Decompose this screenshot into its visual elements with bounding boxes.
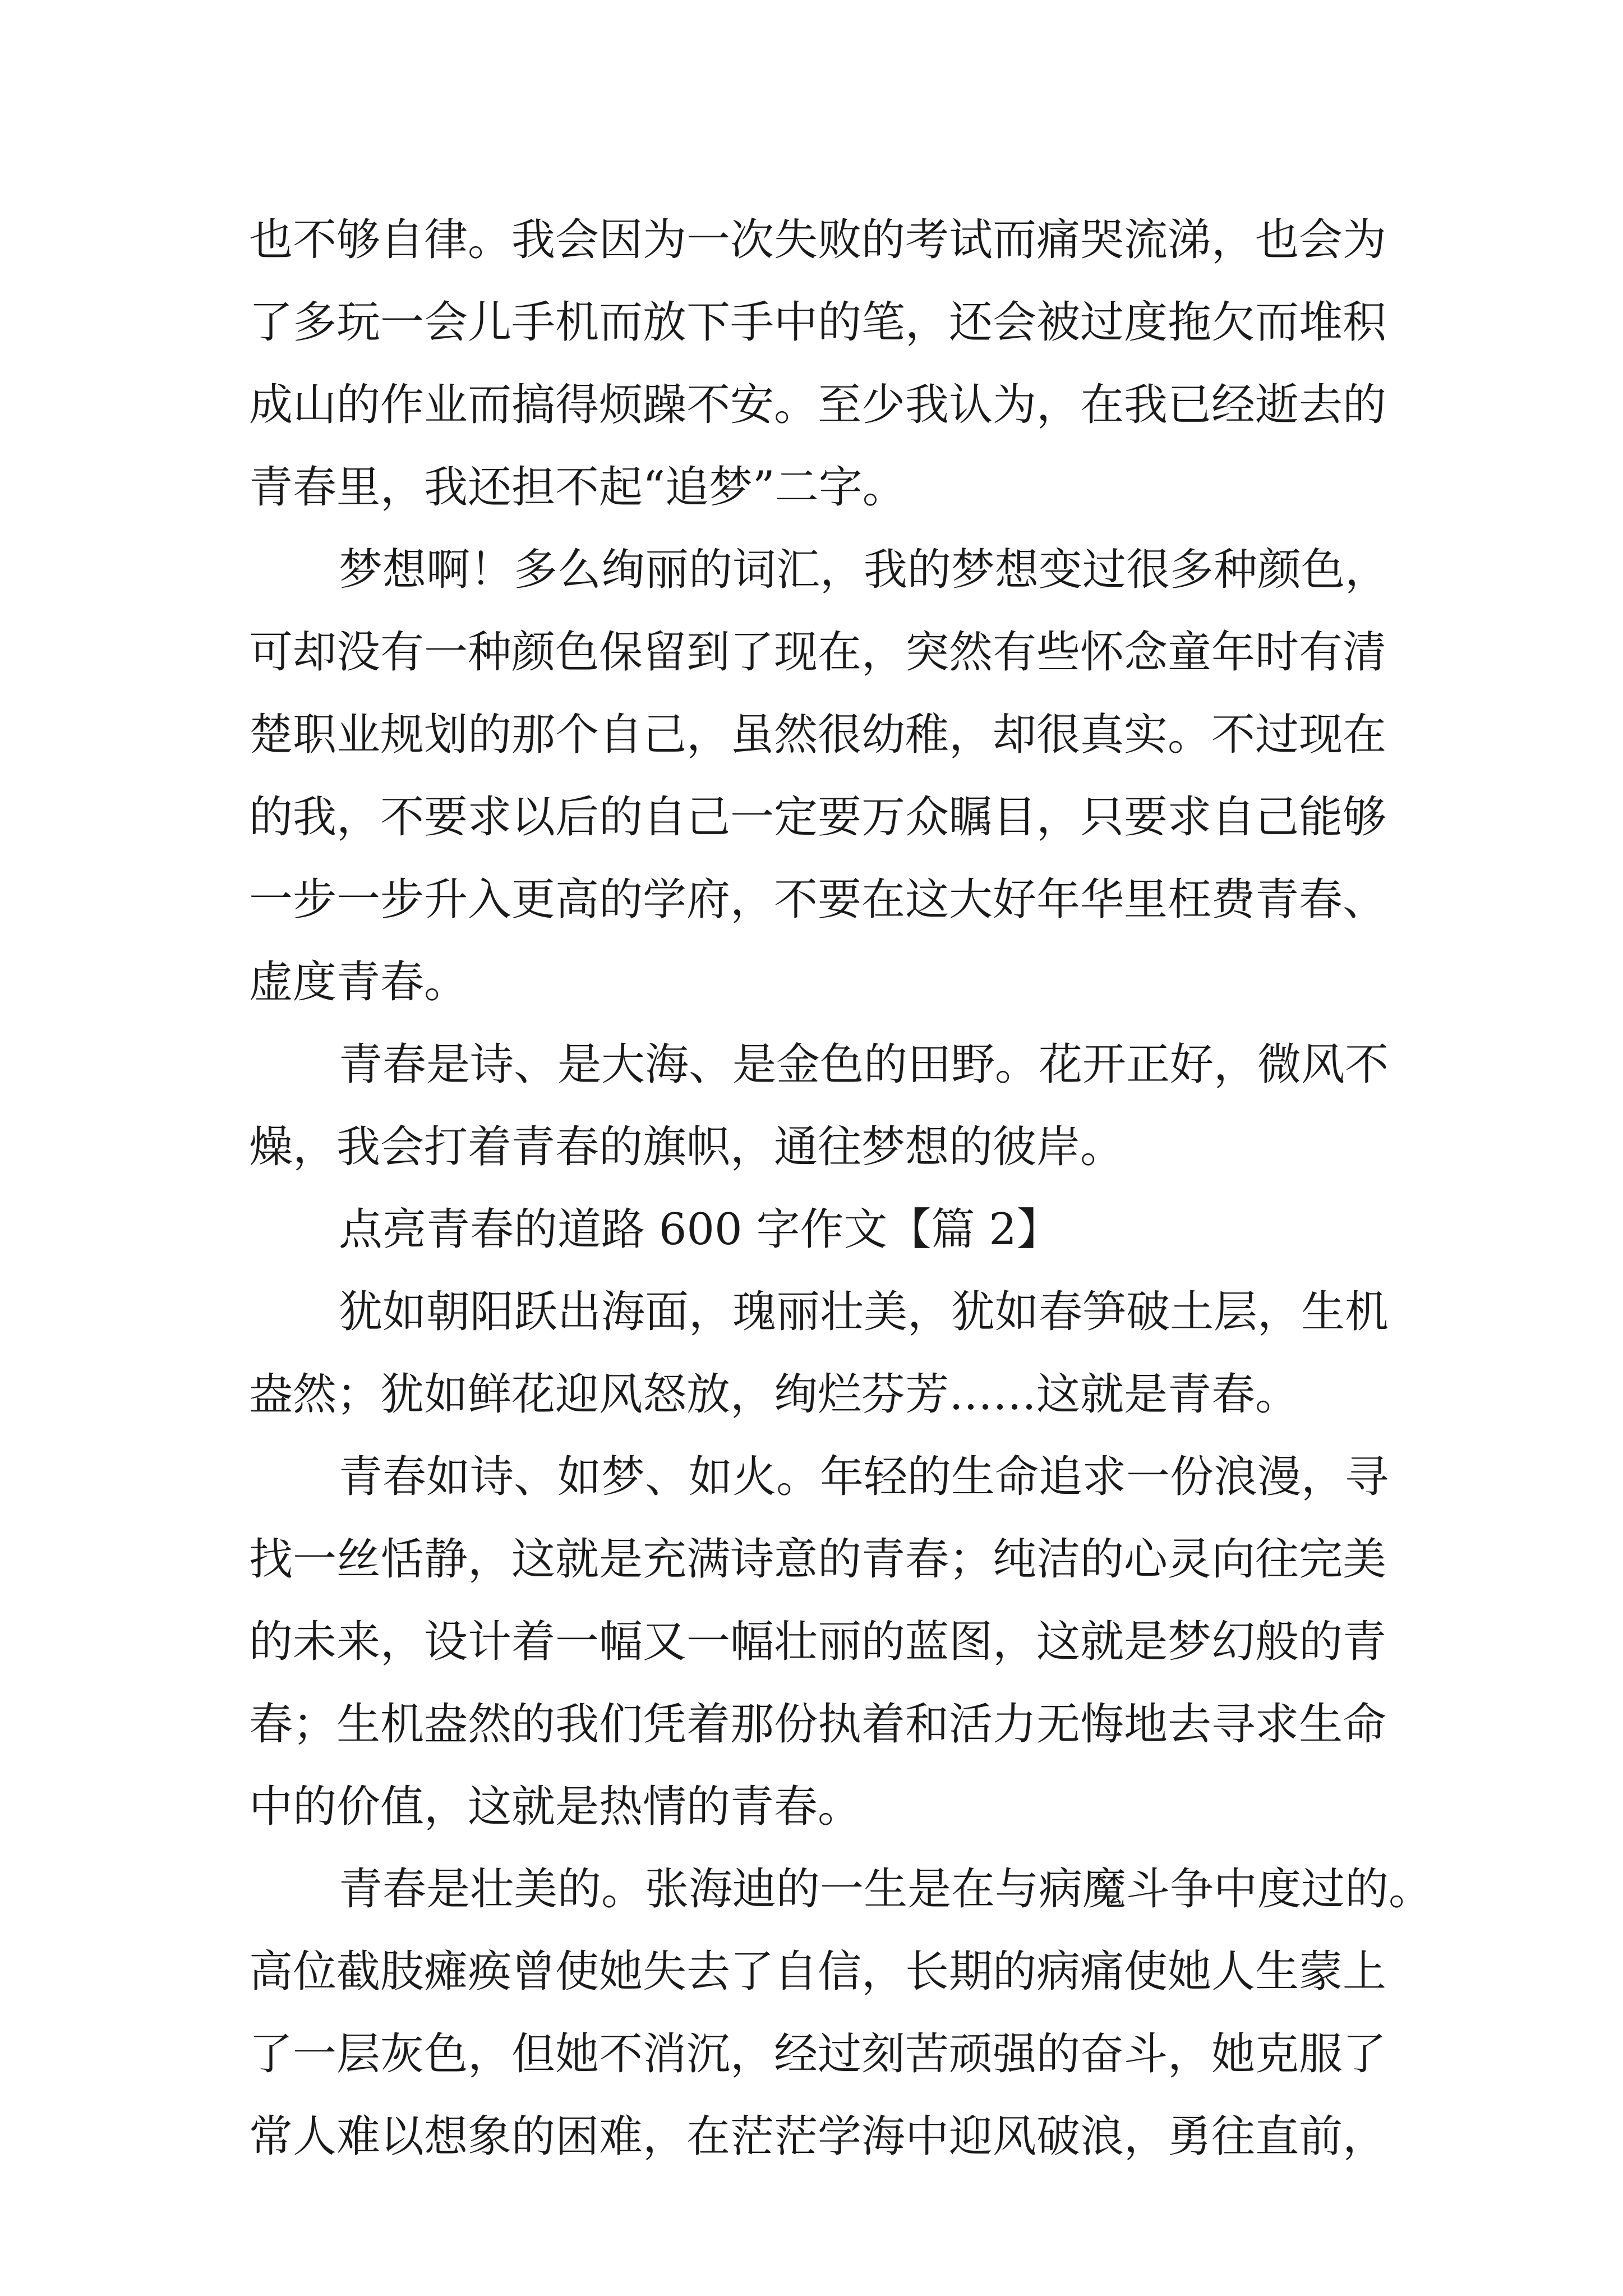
text-line: 高位截肢瘫痪曾使她失去了自信，长期的病痛使她人生蒙上 xyxy=(249,1947,1387,1997)
text-line: 一步一步升入更高的学府，不要在这大好年华里枉费青春、 xyxy=(249,875,1387,925)
text-line: 青春里，我还担不起“追梦”二字。 xyxy=(249,462,906,513)
text-line: 成山的作业而搞得烦躁不安。至少我认为，在我已经逝去的 xyxy=(249,380,1387,430)
text-line: 常人难以想象的困难，在茫茫学海中迎风破浪，勇往直前， xyxy=(249,2111,1387,2162)
text-line: 青春是壮美的。张海迪的一生是在与病魔斗争中度过的。 xyxy=(339,1864,1433,1915)
text-line: 春；生机盎然的我们凭着那份执着和活力无悔地去寻求生命 xyxy=(249,1699,1387,1750)
text-line: 的未来，设计着一幅又一幅壮丽的蓝图，这就是梦幻般的青 xyxy=(249,1617,1387,1667)
text-line: 了一层灰色，但她不消沉，经过刻苦顽强的奋斗，她克服了 xyxy=(249,2029,1387,2079)
text-line: 青春如诗、如梦、如火。年轻的生命追求一份浪漫，寻 xyxy=(339,1452,1389,1502)
text-line: 犹如朝阳跃出海面，瑰丽壮美，犹如春笋破土层，生机 xyxy=(339,1287,1389,1337)
text-line: 梦想啊！多么绚丽的词汇，我的梦想变过很多种颜色， xyxy=(339,545,1389,595)
text-line: 中的价值，这就是热情的青春。 xyxy=(249,1782,862,1832)
text-line: 虚度青春。 xyxy=(249,957,468,1007)
text-line: 青春是诗、是大海、是金色的田野。花开正好，微风不 xyxy=(339,1039,1389,1090)
text-line: 燥，我会打着青春的旗帜，通往梦想的彼岸。 xyxy=(249,1122,1124,1172)
text-line: 找一丝恬静，这就是充满诗意的青春；纯洁的心灵向往完美 xyxy=(249,1534,1387,1585)
text-line: 楚职业规划的那个自己，虽然很幼稚，却很真实。不过现在 xyxy=(249,710,1387,760)
text-line: 的我，不要求以后的自己一定要万众瞩目，只要求自己能够 xyxy=(249,792,1387,843)
section-heading: 点亮青春的道路 600 字作文【篇 2】 xyxy=(339,1204,1061,1255)
text-line: 可却没有一种颜色保留到了现在，突然有些怀念童年时有清 xyxy=(249,627,1387,678)
body-text xyxy=(249,199,1433,2178)
text-line: 了多玩一会儿手机而放下手中的笔，还会被过度拖欠而堆积 xyxy=(249,297,1387,348)
text-line: 也不够自律。我会因为一次失败的考试而痛哭流涕，也会为 xyxy=(249,215,1387,265)
text-line: 盎然；犹如鲜花迎风怒放，绚烂芬芳……这就是青春。 xyxy=(249,1369,1299,1420)
